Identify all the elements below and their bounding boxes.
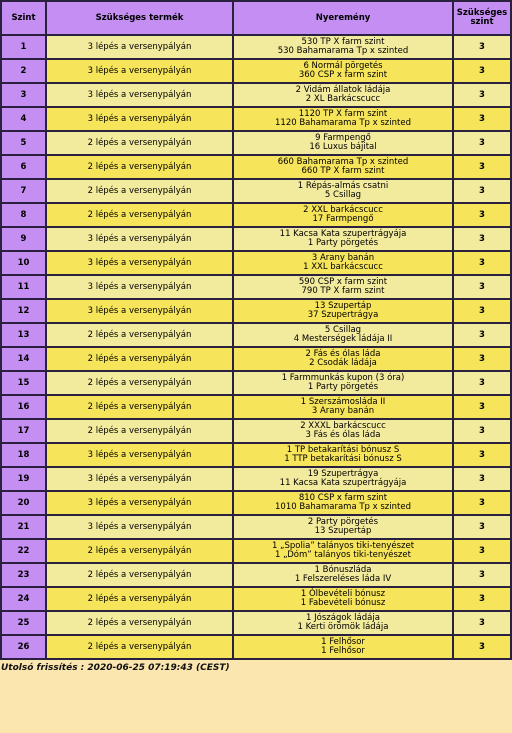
needed-level-cell: 3 (453, 155, 511, 179)
needed-level-cell: 3 (453, 419, 511, 443)
level-cell: 2 (1, 59, 46, 83)
reward-cell (233, 395, 453, 419)
reward-cell (233, 491, 453, 515)
level-cell: 15 (1, 371, 46, 395)
table-row (1, 203, 511, 227)
reward-line: 2 XL Barkácscucc (305, 94, 381, 104)
reward-line: 13 Szupertáp (314, 526, 372, 536)
product-cell: 2 lépés a versenypályán (46, 371, 233, 395)
header-level: Szint (1, 1, 46, 35)
reward-line: 1 Party pörgetés (307, 382, 379, 392)
level-cell: 25 (1, 611, 46, 635)
reward-line: 360 CSP x farm szint (298, 70, 388, 80)
table-row (1, 371, 511, 395)
reward-line: 16 Luxus bájital (309, 142, 377, 152)
level-cell: 19 (1, 467, 46, 491)
table-row (1, 251, 511, 275)
table-row (1, 491, 511, 515)
product-cell: 3 lépés a versenypályán (46, 107, 233, 131)
reward-line: 5 Csillag (324, 190, 362, 200)
needed-level-cell: 3 (453, 251, 511, 275)
reward-line: 1 Fabevételi bónusz (300, 598, 386, 608)
table-row (1, 107, 511, 131)
reward-line: 1 XXL barkácscucc (303, 262, 383, 272)
reward-line: 1 TP betakarítási bónusz S (286, 445, 400, 455)
reward-line: 1 Szerszámosláda II (300, 397, 386, 407)
reward-cell (233, 371, 453, 395)
product-cell: 3 lépés a versenypályán (46, 515, 233, 539)
reward-line: 2 Vidám állatok ládája (295, 85, 391, 95)
table-row (1, 59, 511, 83)
reward-cell (233, 35, 453, 59)
level-cell: 5 (1, 131, 46, 155)
product-cell: 3 lépés a versenypályán (46, 467, 233, 491)
reward-cell (233, 587, 453, 611)
reward-line: 11 Kacsa Kata szupertrágyája (279, 229, 407, 239)
product-cell: 2 lépés a versenypályán (46, 419, 233, 443)
product-cell: 2 lépés a versenypályán (46, 179, 233, 203)
needed-level-cell: 3 (453, 611, 511, 635)
reward-cell (233, 131, 453, 155)
table-row (1, 155, 511, 179)
level-cell: 7 (1, 179, 46, 203)
reward-line: 660 TP X farm szint (301, 166, 385, 176)
needed-level-cell: 3 (453, 371, 511, 395)
reward-cell (233, 419, 453, 443)
table-row (1, 347, 511, 371)
level-cell: 8 (1, 203, 46, 227)
reward-line: 11 Kacsa Kata szupertrágyája (279, 478, 407, 488)
level-cell: 9 (1, 227, 46, 251)
table-row (1, 227, 511, 251)
table-row (1, 395, 511, 419)
product-cell: 3 lépés a versenypályán (46, 299, 233, 323)
needed-level-cell: 3 (453, 179, 511, 203)
product-cell: 2 lépés a versenypályán (46, 131, 233, 155)
reward-cell (233, 107, 453, 131)
header-needed: Szükséges szint (453, 1, 511, 35)
reward-line: 9 Farmpengő (315, 133, 371, 143)
reward-line: 1 Felhősor (321, 637, 365, 647)
needed-level-cell: 3 (453, 203, 511, 227)
level-cell: 18 (1, 443, 46, 467)
level-cell: 14 (1, 347, 46, 371)
reward-line: 2 Fás és ólas láda (305, 349, 381, 359)
table-body (1, 35, 511, 659)
reward-line: 1010 Bahamarama Tp x szinted (275, 502, 411, 512)
needed-level-cell: 3 (453, 347, 511, 371)
needed-level-cell: 3 (453, 515, 511, 539)
table-row (1, 515, 511, 539)
table-header-row (1, 1, 511, 35)
reward-line: 6 Normál pörgetés (303, 61, 383, 71)
product-cell: 2 lépés a versenypályán (46, 611, 233, 635)
product-cell: 3 lépés a versenypályán (46, 443, 233, 467)
table-row (1, 275, 511, 299)
needed-level-cell: 3 (453, 563, 511, 587)
reward-line: 1 Party pörgetés (307, 238, 379, 248)
needed-level-cell: 3 (453, 59, 511, 83)
table-row (1, 323, 511, 347)
level-cell: 20 (1, 491, 46, 515)
table-row (1, 299, 511, 323)
table-row (1, 131, 511, 155)
level-cell: 3 (1, 83, 46, 107)
needed-level-cell: 3 (453, 227, 511, 251)
reward-cell (233, 155, 453, 179)
reward-line: 530 TP X farm szint (301, 37, 385, 47)
reward-line: 19 Szupertrágya (307, 469, 379, 479)
reward-cell (233, 179, 453, 203)
reward-line: 1 Bónuszláda (314, 565, 372, 575)
reward-cell (233, 83, 453, 107)
product-cell: 2 lépés a versenypályán (46, 635, 233, 659)
level-cell: 1 (1, 35, 46, 59)
reward-cell (233, 611, 453, 635)
table-row (1, 635, 511, 659)
reward-line: 1 Felhősor (321, 646, 365, 656)
level-cell: 16 (1, 395, 46, 419)
reward-line: 17 Farmpengő (312, 214, 374, 224)
product-cell: 3 lépés a versenypályán (46, 35, 233, 59)
reward-line: 2 XXXL barkácscucc (300, 421, 386, 431)
level-cell: 21 (1, 515, 46, 539)
needed-level-cell: 3 (453, 323, 511, 347)
reward-cell (233, 563, 453, 587)
header-product: Szükséges termék (46, 1, 233, 35)
table-row (1, 611, 511, 635)
product-cell: 3 lépés a versenypályán (46, 227, 233, 251)
reward-line: 810 CSP x farm szint (298, 493, 388, 503)
needed-level-cell: 3 (453, 587, 511, 611)
level-cell: 26 (1, 635, 46, 659)
product-cell: 2 lépés a versenypályán (46, 395, 233, 419)
reward-cell (233, 299, 453, 323)
header-reward: Nyeremény (233, 1, 453, 35)
needed-level-cell: 3 (453, 107, 511, 131)
needed-level-cell: 3 (453, 395, 511, 419)
product-cell: 3 lépés a versenypályán (46, 83, 233, 107)
needed-level-cell: 3 (453, 635, 511, 659)
level-cell: 17 (1, 419, 46, 443)
product-cell: 2 lépés a versenypályán (46, 323, 233, 347)
level-cell: 4 (1, 107, 46, 131)
reward-line: 2 Party pörgetés (307, 517, 379, 527)
product-cell: 2 lépés a versenypályán (46, 563, 233, 587)
level-cell: 23 (1, 563, 46, 587)
reward-cell (233, 347, 453, 371)
reward-cell (233, 443, 453, 467)
reward-line: 790 TP X farm szint (301, 286, 385, 296)
reward-line: 530 Bahamarama Tp x szinted (277, 46, 409, 56)
reward-cell (233, 203, 453, 227)
table-row (1, 467, 511, 491)
needed-level-cell: 3 (453, 275, 511, 299)
product-cell: 3 lépés a versenypályán (46, 251, 233, 275)
table-row (1, 539, 511, 563)
reward-cell (233, 251, 453, 275)
level-cell: 10 (1, 251, 46, 275)
product-cell: 3 lépés a versenypályán (46, 59, 233, 83)
reward-line: 3 Arany banán (311, 406, 375, 416)
reward-line: 1 Felszereléses láda IV (294, 574, 392, 584)
needed-level-cell: 3 (453, 35, 511, 59)
level-cell: 13 (1, 323, 46, 347)
reward-line: 37 Szupertrágya (307, 310, 379, 320)
reward-cell (233, 635, 453, 659)
reward-line: 1 Jószágok ládája (306, 613, 380, 623)
reward-line: 1120 TP X farm szint (298, 109, 388, 119)
product-cell: 2 lépés a versenypályán (46, 539, 233, 563)
product-cell: 2 lépés a versenypályán (46, 155, 233, 179)
reward-line: 1120 Bahamarama Tp x szinted (275, 118, 411, 128)
needed-level-cell: 3 (453, 299, 511, 323)
needed-level-cell: 3 (453, 467, 511, 491)
product-cell: 3 lépés a versenypályán (46, 275, 233, 299)
reward-line: 660 Bahamarama Tp x szinted (277, 157, 409, 167)
reward-cell (233, 275, 453, 299)
needed-level-cell: 3 (453, 491, 511, 515)
table-row (1, 35, 511, 59)
reward-line: 5 Csillag (324, 325, 362, 335)
product-cell: 3 lépés a versenypályán (46, 491, 233, 515)
product-cell: 2 lépés a versenypályán (46, 347, 233, 371)
needed-level-cell: 3 (453, 443, 511, 467)
table-row (1, 83, 511, 107)
reward-cell (233, 539, 453, 563)
level-cell: 22 (1, 539, 46, 563)
needed-level-cell: 3 (453, 131, 511, 155)
reward-line: 1 TTP betakarítási bónusz S (284, 454, 402, 464)
reward-line: 590 CSP x farm szint (298, 277, 388, 287)
product-cell: 2 lépés a versenypályán (46, 587, 233, 611)
reward-cell (233, 515, 453, 539)
reward-line: 1 Ólbevételi bónusz (300, 589, 386, 599)
reward-cell (233, 323, 453, 347)
table-row (1, 443, 511, 467)
table-row (1, 563, 511, 587)
last-updated-text: Utolsó frissítés : 2020-06-25 07:19:43 (CEST) (1, 663, 230, 673)
table-row (1, 419, 511, 443)
reward-line: 13 Szupertáp (314, 301, 372, 311)
reward-line: 3 Arany banán (311, 253, 375, 263)
level-cell: 24 (1, 587, 46, 611)
table-row (1, 179, 511, 203)
product-cell: 2 lépés a versenypályán (46, 203, 233, 227)
reward-line: 2 Csodák ládája (309, 358, 377, 368)
reward-line: 1 Répás-almás csatni (297, 181, 389, 191)
reward-line: 1 Kerti örömök ládája (297, 622, 389, 632)
reward-line: 2 XXL barkácscucc (303, 205, 383, 215)
reward-line: 1 „Spolia” talányos tiki-tenyészet (271, 541, 415, 551)
level-cell: 12 (1, 299, 46, 323)
reward-line: 4 Mesterségek ládája II (293, 334, 393, 344)
needed-level-cell: 3 (453, 539, 511, 563)
reward-line: 3 Fás és ólas láda (305, 430, 381, 440)
table-row (1, 587, 511, 611)
level-cell: 11 (1, 275, 46, 299)
level-cell: 6 (1, 155, 46, 179)
reward-line: 1 Farmmunkás kupon (3 óra) (281, 373, 405, 383)
needed-level-cell: 3 (453, 83, 511, 107)
reward-cell (233, 59, 453, 83)
reward-line: 1 „Dóm” talányos tiki-tenyészet (275, 550, 411, 560)
reward-cell (233, 227, 453, 251)
reward-cell (233, 467, 453, 491)
